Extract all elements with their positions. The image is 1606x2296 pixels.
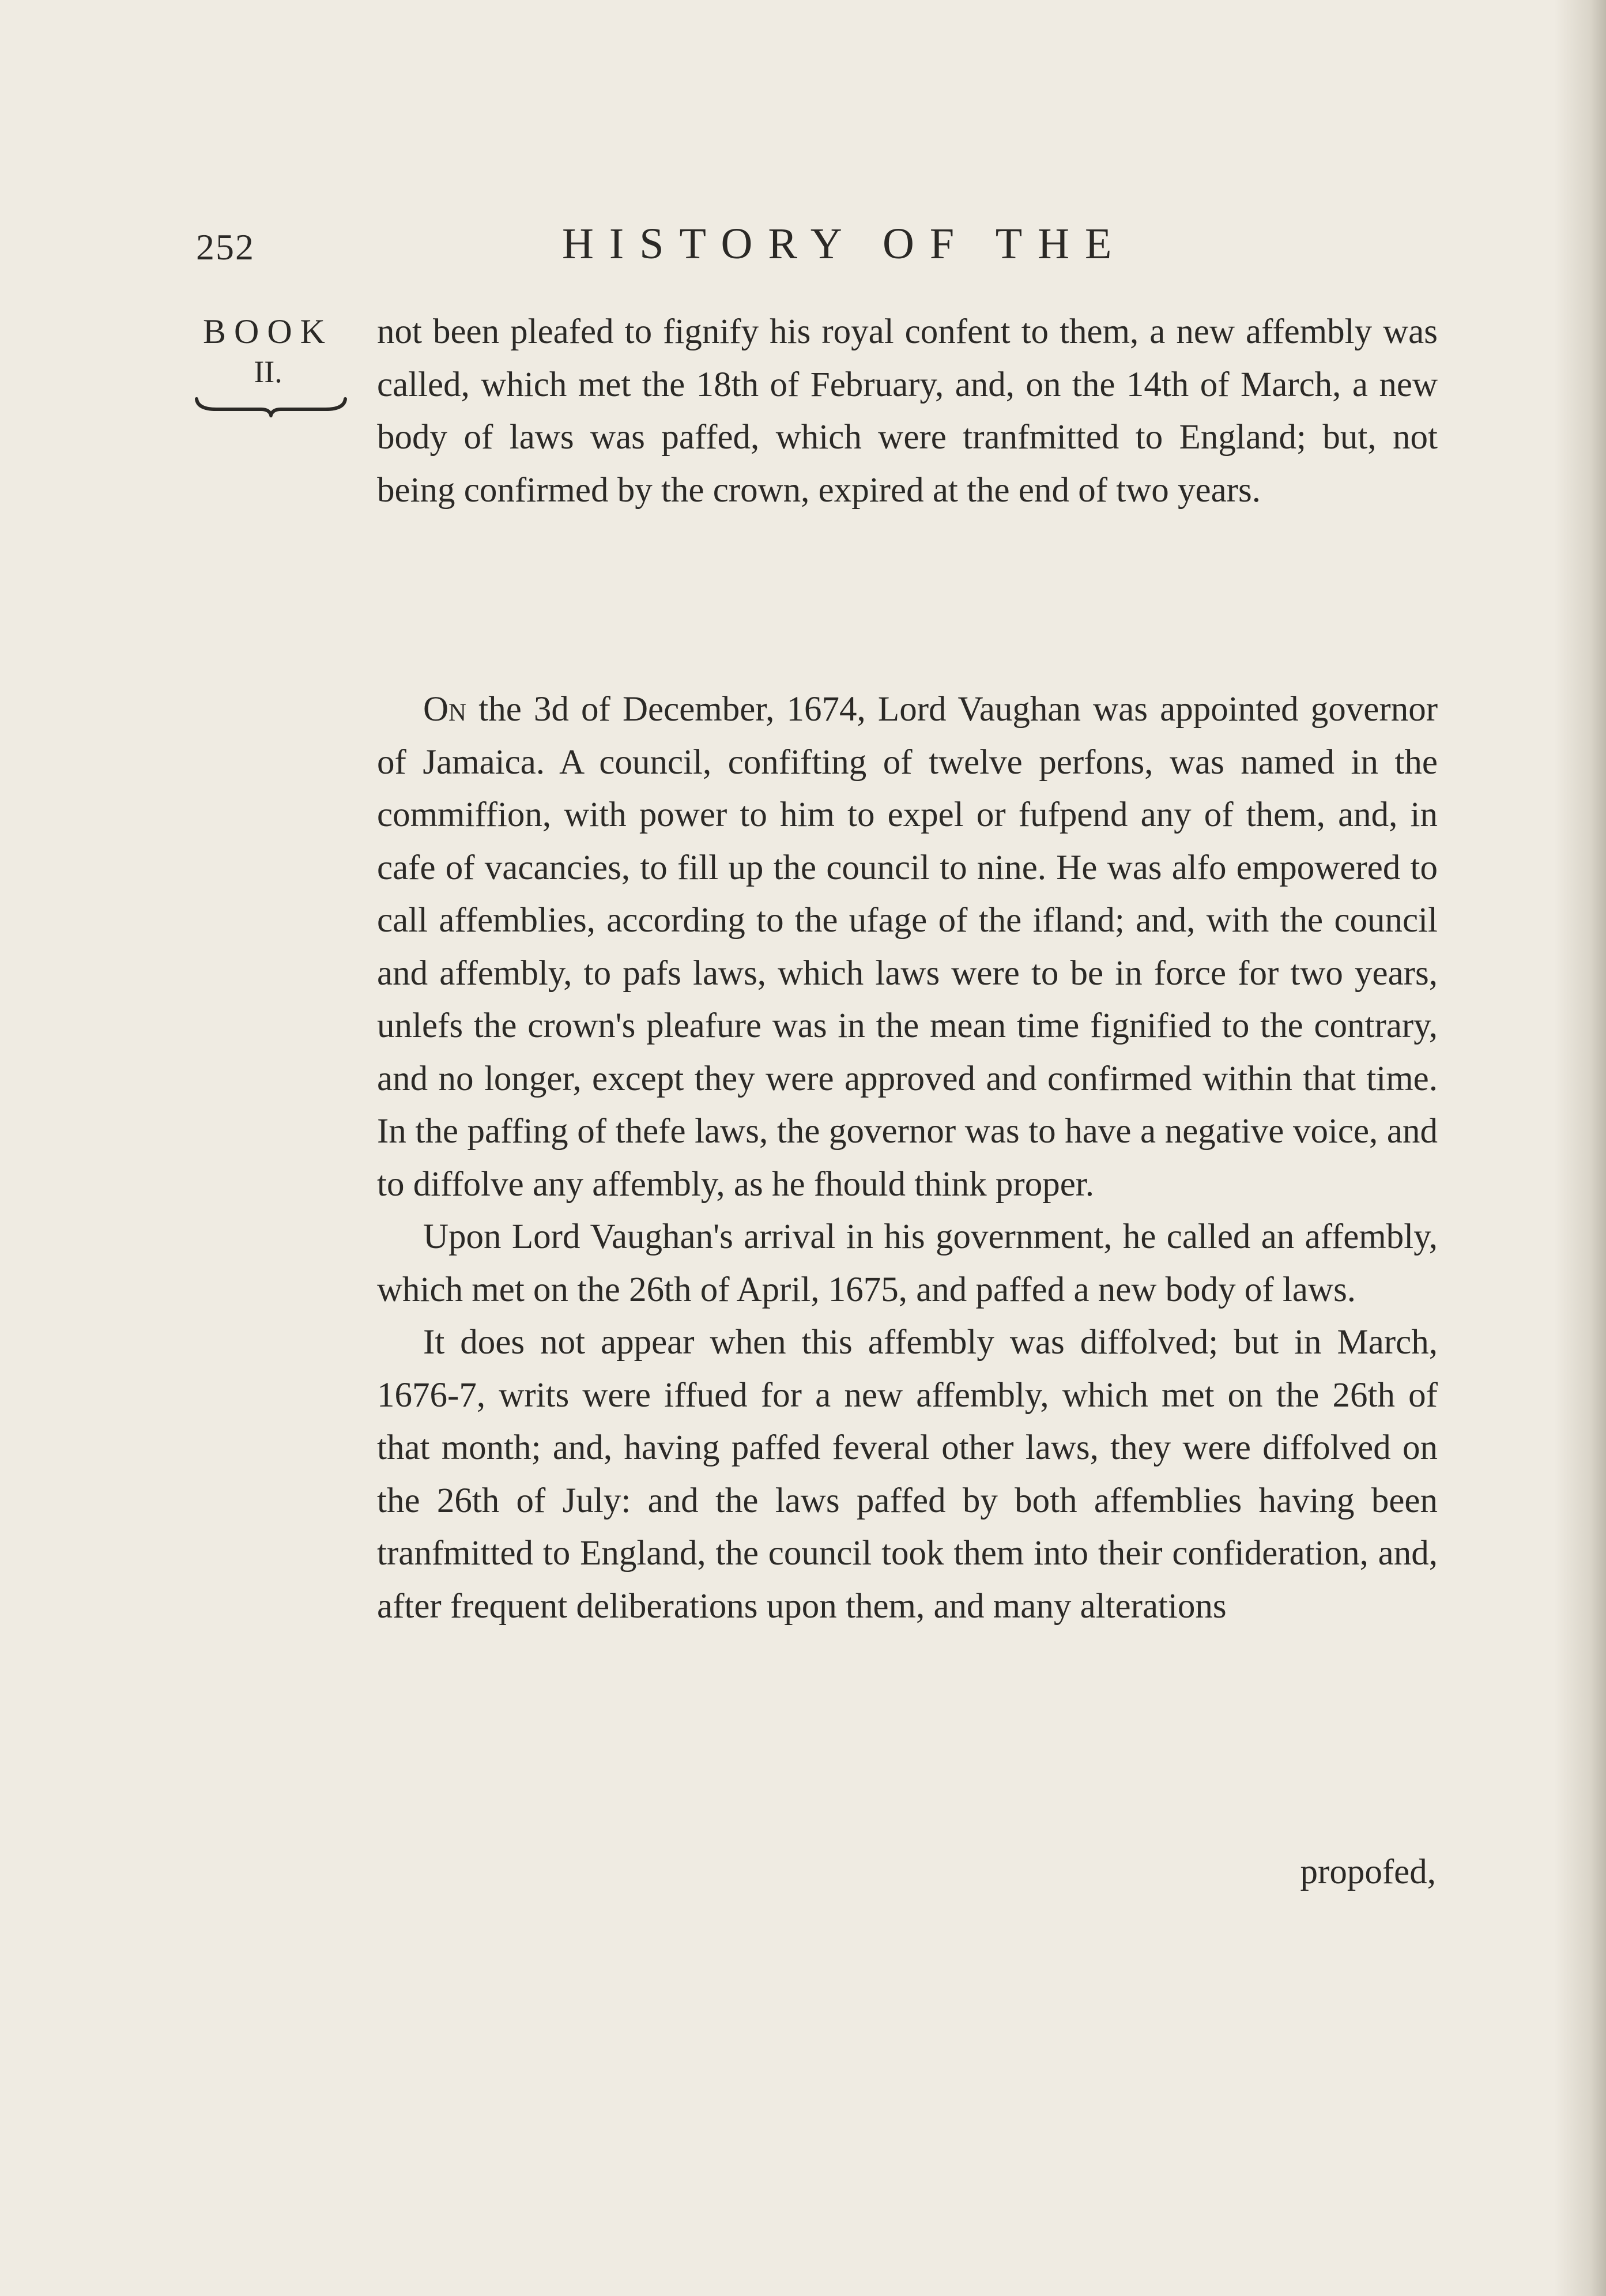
book-number: II. [254,355,282,389]
book-label: BOOK [202,312,333,350]
brace-ornament-icon [193,394,349,417]
catchword: propofed, [1300,1853,1436,1891]
side-note [193,311,343,417]
paragraph-2-text: the 3d of December, 1674, Lord Vaughan was appointed governor of Jamaica. A council, confifting of twelve perfons, was named in the commiffion, with power to him to expel or fufpend any of them, and, in cafe of vacancies, to fill up the council to nine. He was alfo empowered to call affemblies, according to the ufage of the ifland; and, with the council and affembly, to pafs laws, which laws were to be in force for two years, unlefs the crown's pleafure was in the mean time fignified to the contrary, and no longer, except they were approved and confirmed within that time. In the paffing of thefe laws, the governor was to have a negative voice, and to diffolve any affembly, as he fhould think proper. [377,690,1438,1204]
body-text [377,306,1438,516]
running-title: HISTORY OF THE [562,220,1128,268]
page-number: 252 [196,227,255,267]
small-caps-opening: On [423,690,467,729]
paragraph-4: It does not appear when this affembly was diffolved; but in March, 1676-7, writs were iffued for a new affembly, which met on the 26th of that month; and, having paffed feveral other laws, they were diffolved on the 26th of July: and the laws paffed by both affemblies having been tranfmitted to England, the council took them into their confideration, and, after frequent deliberations upon them, and many alterations [377,1323,1438,1626]
body-text-2 [377,683,1438,1633]
page-edge-shadow [1554,0,1606,2296]
paragraph-2 [377,683,1438,1211]
paragraph-3: Upon Lord Vaughan's arrival in his government, he called an affembly, which met on the 26th of April, 1675, and paffed a new body of laws. [377,1217,1438,1309]
paragraph-1: not been pleafed to fignify his royal confent to them, a new affembly was called, which met the 18th of February, and, on the 14th of March, a new body of laws was paffed, which were tranfmitted to England; but, not being confirmed by the crown, expired at the end of two years. [377,312,1438,510]
